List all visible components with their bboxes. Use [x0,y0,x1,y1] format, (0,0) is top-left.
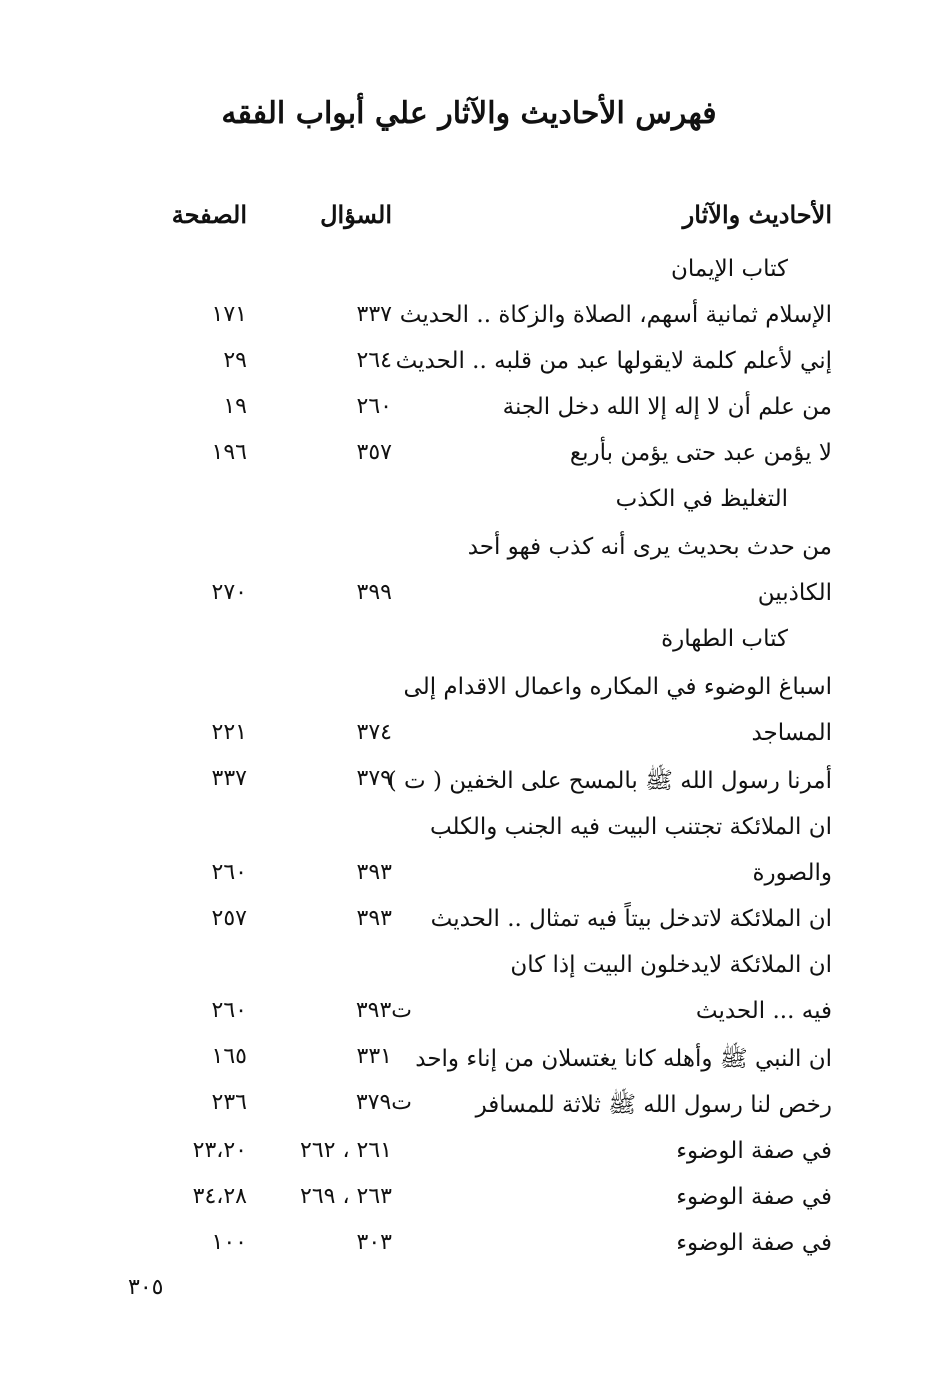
row-question: ٢٦٠ [356,394,392,419]
row-text: والصورة [752,860,832,886]
row-text: ان الملائكة تجتنب البيت فيه الجنب والكلب [429,814,832,840]
table-row [160,394,832,434]
row-page: ١٩٦ [211,440,247,465]
row-text: فيه ... الحديث [695,998,832,1024]
row-text: الكاذبين [757,580,832,606]
row-question: ٢٦٣ ، ٢٦٩ [300,1184,392,1209]
table-row [160,440,832,480]
table-row [160,1138,832,1178]
table-row [160,1230,832,1270]
row-page: ٣٤،٢٨ [192,1184,247,1209]
section-heading-tahara: كتاب الطهارة [661,626,788,652]
page-number: ٣٠٥ [128,1275,164,1300]
row-text: ان الملائكة لايدخلون البيت إذا كان [510,952,832,978]
row-text: لا يؤمن عبد حتى يؤمن بأربع [569,440,832,466]
row-text: المساجد [751,720,832,746]
table-row [160,906,832,946]
row-question: ٣٩٩ [356,580,392,605]
section-heading-kadhib: التغليظ في الكذب [615,486,788,512]
row-text: رخص لنا رسول الله ﷺ ثلاثة للمسافر [475,1092,832,1118]
table-row [160,998,832,1038]
header-question: السؤال [320,200,392,229]
row-page: ٣٣٧ [211,766,247,791]
row-question: ت٣٩٣ [355,998,412,1023]
row-page: ٢٥٧ [211,906,247,931]
row-text: في صفة الوضوء [676,1138,832,1164]
row-question: ٣٧٤ [356,720,392,745]
table-row [160,766,832,806]
row-text: إني لأعلم كلمة لايقولها عبد من قلبه .. الحديث [395,348,832,374]
row-text: أمرنا رسول الله ﷺ بالمسح على الخفين ( ت ) [387,768,832,794]
row-question: ٢٦٤ [356,348,392,373]
table-header [160,200,832,240]
row-text: من حدث بحديث يرى أنه كذب فهو أحد [467,534,832,560]
table-row [160,1044,832,1084]
row-page: ١٦٥ [211,1044,247,1069]
row-text: في صفة الوضوء [676,1184,832,1210]
row-page: ١٩ [223,394,247,419]
row-page: ٢٢١ [211,720,247,745]
page-title: فهرس الأحاديث والآثار علي أبواب الفقه [221,96,717,131]
row-text: اسباغ الوضوء في المكاره واعمال الاقدام إلى [403,674,832,700]
row-text: ان النبي ﷺ وأهله كانا يغتسلان من إناء واحد [415,1046,832,1072]
table-row [160,720,832,760]
row-page: ٢٦٠ [211,998,247,1023]
row-page: ١٧١ [211,302,247,327]
table-row [160,952,832,992]
row-question: ٣٩٣ [356,906,392,931]
table-row [160,534,832,574]
row-text: الإسلام ثمانية أسهم، الصلاة والزكاة .. الحديث [399,302,832,328]
table-row [160,860,832,900]
table-row [160,302,832,342]
row-question: ٣٣١ [356,1044,392,1069]
section-heading-iman: كتاب الإيمان [671,256,788,282]
row-page: ٢٣٦ [211,1090,247,1115]
row-question: ت٣٧٩ [355,1090,412,1115]
row-page: ١٠٠ [211,1230,247,1255]
row-question: ٣٠٣ [356,1230,392,1255]
row-question: ٢٦١ ، ٢٦٢ [300,1138,392,1163]
table-row [160,348,832,388]
row-text: من علم أن لا إله إلا الله دخل الجنة [502,394,832,420]
row-text: في صفة الوضوء [676,1230,832,1256]
header-page: الصفحة [171,200,247,229]
header-hadith: الأحاديث والآثار [682,200,832,229]
row-page: ٢٩ [223,348,247,373]
row-page: ٢٣،٢٠ [192,1138,247,1163]
row-page: ٢٧٠ [211,580,247,605]
table-row [160,580,832,620]
row-question: ٣٥٧ [356,440,392,465]
row-question: ٣٣٧ [356,302,392,327]
table-row [160,1090,832,1130]
row-page: ٢٦٠ [211,860,247,885]
row-question: ٣٩٣ [356,860,392,885]
table-row [160,814,832,854]
table-row [160,674,832,714]
table-row [160,1184,832,1224]
row-question: ٣٧٩ [356,766,392,791]
row-text: ان الملائكة لاتدخل بيتاً فيه تمثال .. الحديث [430,906,832,932]
